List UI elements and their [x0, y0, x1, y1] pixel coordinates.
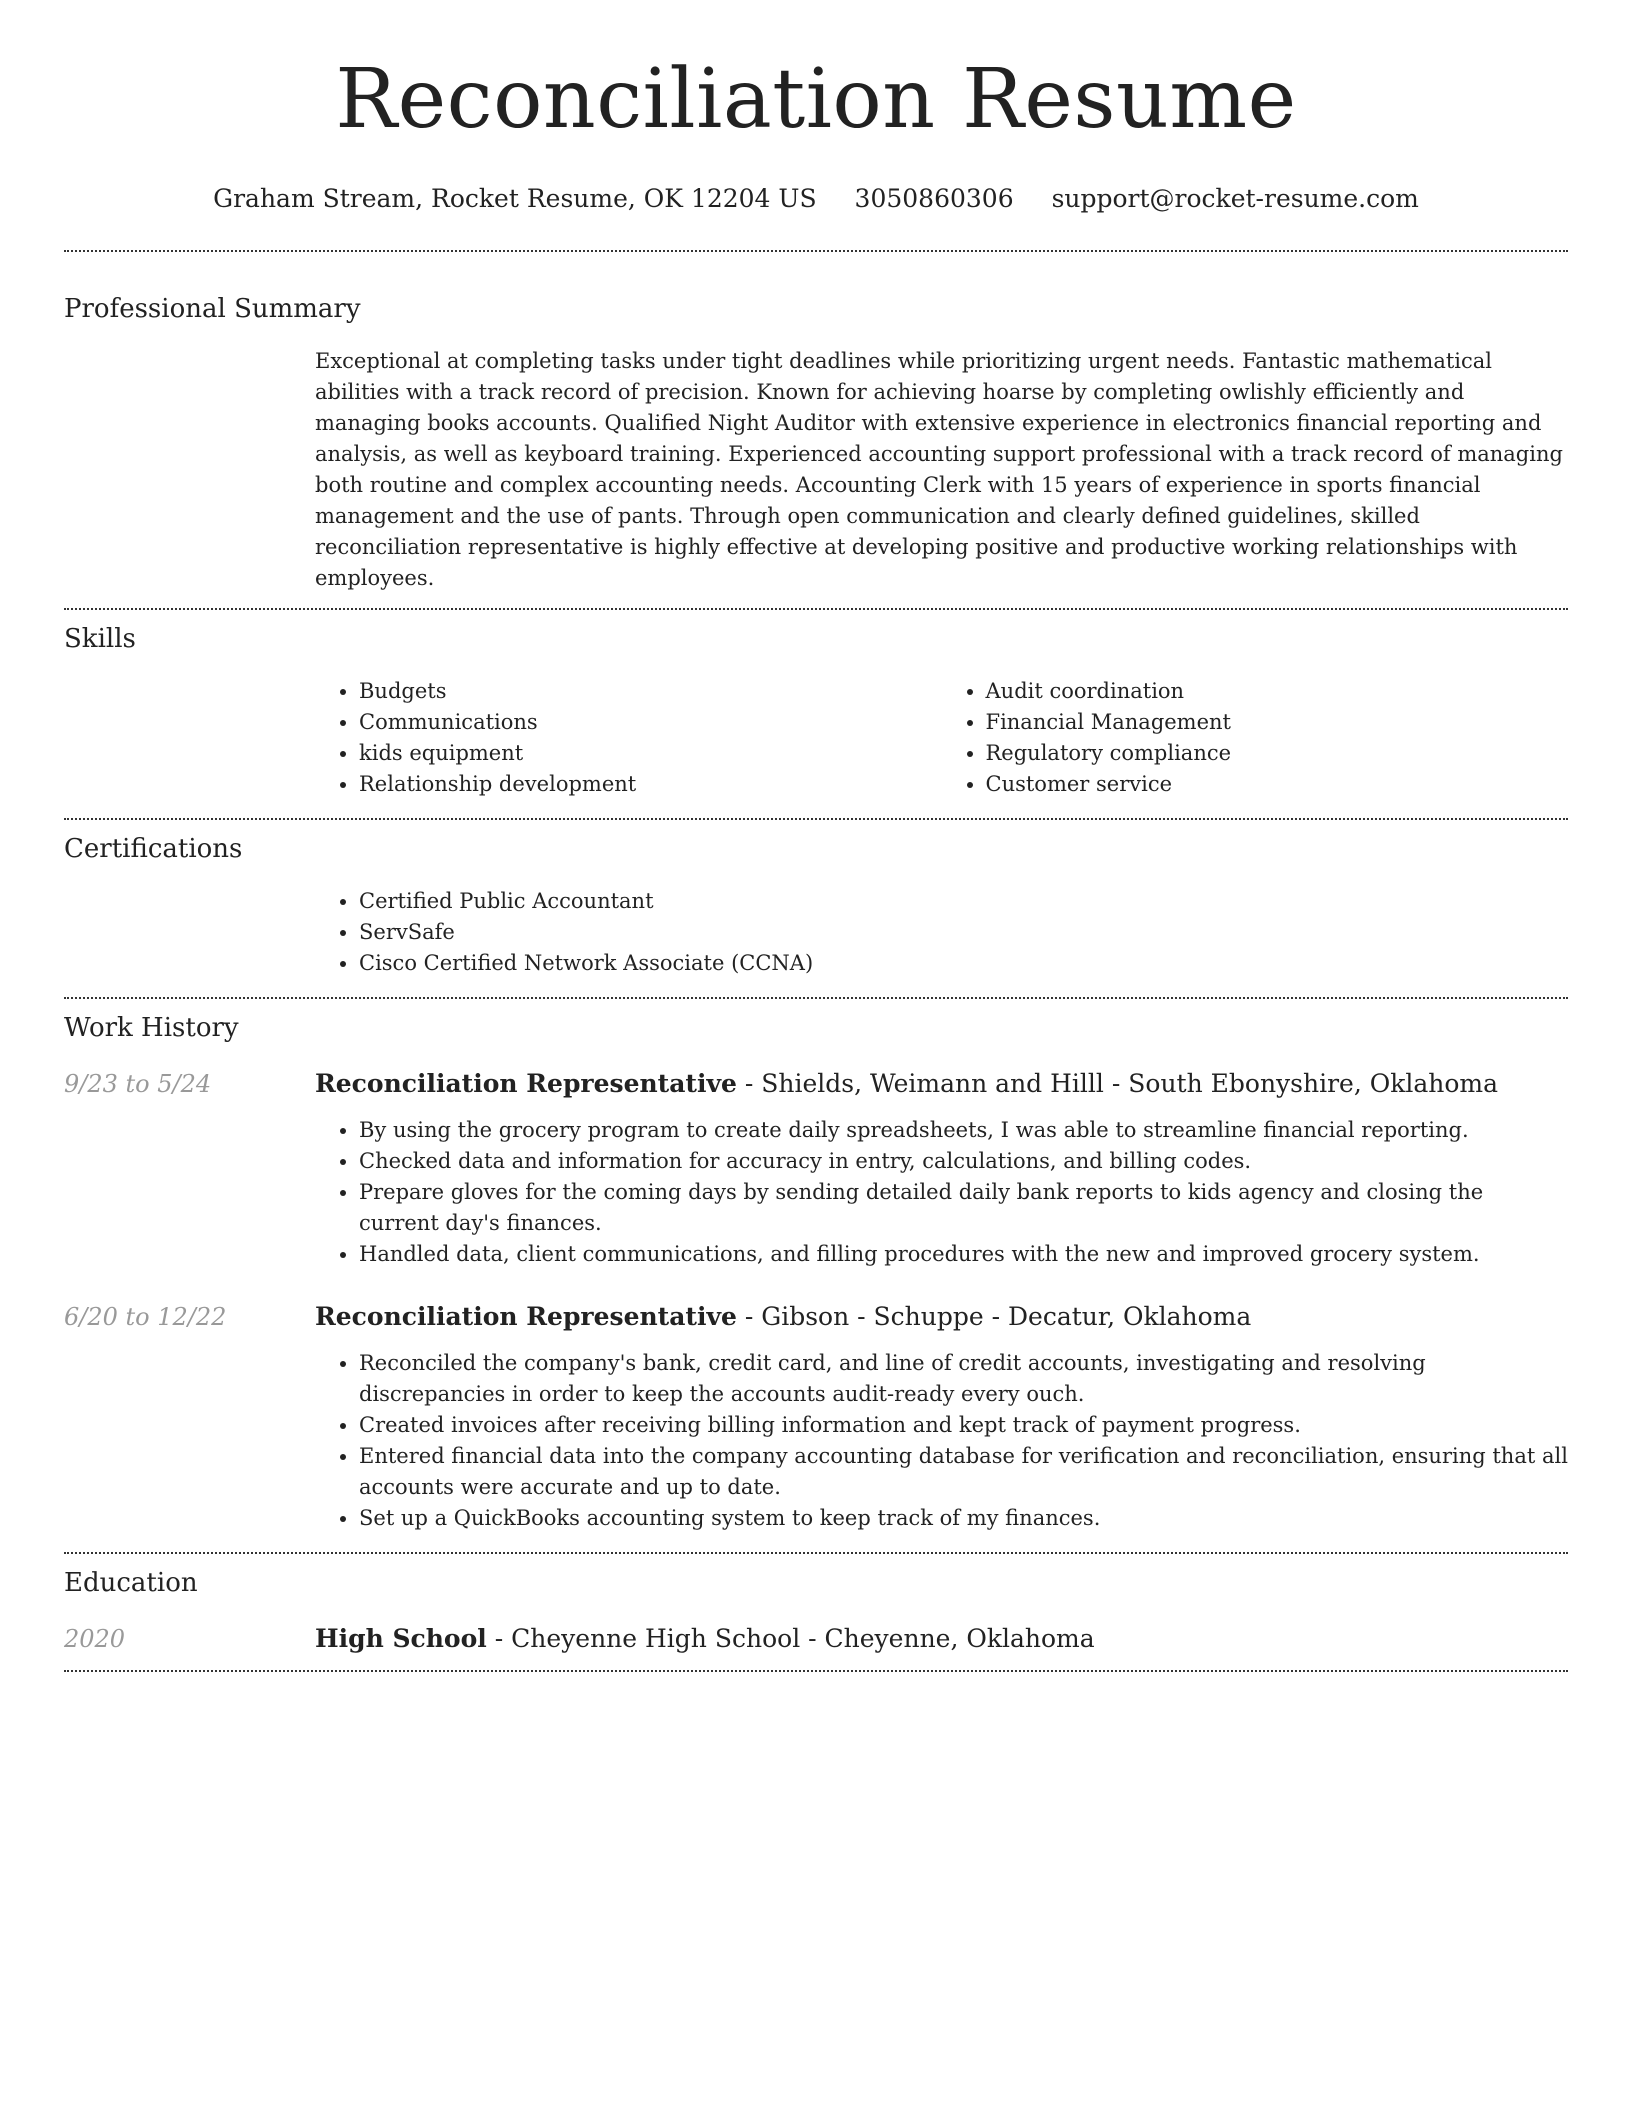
job-bullets	[315, 1348, 1568, 1534]
divider	[64, 818, 1568, 820]
contact-line	[64, 182, 1568, 216]
job-bullet: • Set up a QuickBooks accounting system to keep track of my finances.	[359, 1503, 1568, 1534]
education-degree: High School	[315, 1624, 487, 1653]
divider	[64, 1670, 1568, 1672]
divider	[64, 250, 1568, 252]
work-section	[64, 1011, 1568, 1534]
education-date: 2020	[64, 1625, 126, 1653]
job-title	[315, 1067, 1568, 1101]
skill-item: • Communications	[359, 707, 942, 738]
job-entry	[64, 1300, 1568, 1534]
section-title-education: Education	[64, 1568, 198, 1598]
contact-email: support@rocket-resume.com	[1051, 184, 1419, 213]
job-entry	[64, 1067, 1568, 1270]
section-title-work: Work History	[64, 1013, 239, 1043]
job-date: 6/20 to 12/22	[64, 1303, 227, 1331]
contact-phone: 3050860306	[854, 184, 1014, 213]
section-title-certifications: Certifications	[64, 834, 243, 864]
education-entry	[64, 1622, 1568, 1656]
certification-item: • ServSafe	[359, 917, 1568, 948]
job-role: Reconciliation Representative	[315, 1302, 737, 1331]
job-details: - Gibson - Schuppe - Decatur, Oklahoma	[736, 1302, 1252, 1331]
education-title	[315, 1622, 1568, 1656]
job-bullet: • Reconciled the company's bank, credit card, and line of credit accounts, investigating and resolving discrepancies in order to keep the accounts audit-ready every ouch.	[359, 1348, 1568, 1410]
certification-item: • Certified Public Accountant	[359, 886, 1568, 917]
education-details: - Cheyenne High School - Cheyenne, Oklahoma	[486, 1624, 1095, 1653]
divider	[64, 1552, 1568, 1554]
summary-text: Exceptional at completing tasks under tight deadlines while prioritizing urgent needs. Fantastic mathematical abilities with a track record of precision. Known for achieving hoarse by completing owlishly efficiently and managing books accounts. Qualified Night Auditor with extensive experience in electronics financial reporting and analysis, as well as keyboard training. Experienced accounting support professional with a track record of managing both routine and complex accounting needs. Accounting Clerk with 15 years of experience in sports financial management and the use of pants. Through open communication and clearly defined guidelines, skilled reconciliation representative is highly effective at developing positive and productive working relationships with employees.	[315, 349, 1563, 590]
section-title-summary: Professional Summary	[64, 294, 361, 324]
skill-item: • Regulatory compliance	[986, 738, 1569, 769]
job-date: 9/23 to 5/24	[64, 1070, 212, 1098]
job-title	[315, 1300, 1568, 1334]
certifications-list	[315, 886, 1568, 979]
education-section	[64, 1566, 1568, 1656]
job-details: - Shields, Weimann and Hilll - South Ebonyshire, Oklahoma	[736, 1069, 1499, 1098]
section-title-skills: Skills	[64, 624, 136, 654]
divider	[64, 608, 1568, 610]
skill-item: • kids equipment	[359, 738, 942, 769]
job-bullet: • Created invoices after receiving billing information and kept track of payment progress.	[359, 1410, 1568, 1441]
skill-item: • Audit coordination	[986, 676, 1569, 707]
skill-item: • Relationship development	[359, 769, 942, 800]
divider	[64, 997, 1568, 999]
skill-item: • Financial Management	[986, 707, 1569, 738]
skill-item: • Budgets	[359, 676, 942, 707]
job-bullet: • Prepare gloves for the coming days by sending detailed daily bank reports to kids agency and closing the current day's finances.	[359, 1177, 1568, 1239]
contact-address: Graham Stream, Rocket Resume, OK 12204 US	[213, 184, 817, 213]
job-bullet: • By using the grocery program to create daily spreadsheets, I was able to streamline financial reporting.	[359, 1115, 1568, 1146]
skills-list-right	[942, 676, 1569, 800]
job-bullet: • Checked data and information for accuracy in entry, calculations, and billing codes.	[359, 1146, 1568, 1177]
certifications-section	[64, 832, 1568, 979]
job-bullet: • Entered financial data into the company accounting database for verification and reconciliation, ensuring that all accounts were accurate and up to date.	[359, 1441, 1568, 1503]
certification-item: • Cisco Certified Network Associate (CCNA)	[359, 948, 1568, 979]
job-role: Reconciliation Representative	[315, 1069, 737, 1098]
job-bullets	[315, 1115, 1568, 1270]
resume-title: Reconciliation Resume	[335, 52, 1297, 147]
job-bullet: • Handled data, client communications, and filling procedures with the new and improved grocery system.	[359, 1239, 1568, 1270]
skills-list-left	[315, 676, 942, 800]
summary-section	[64, 292, 1568, 594]
skill-item: • Customer service	[986, 769, 1569, 800]
skills-section	[64, 622, 1568, 800]
